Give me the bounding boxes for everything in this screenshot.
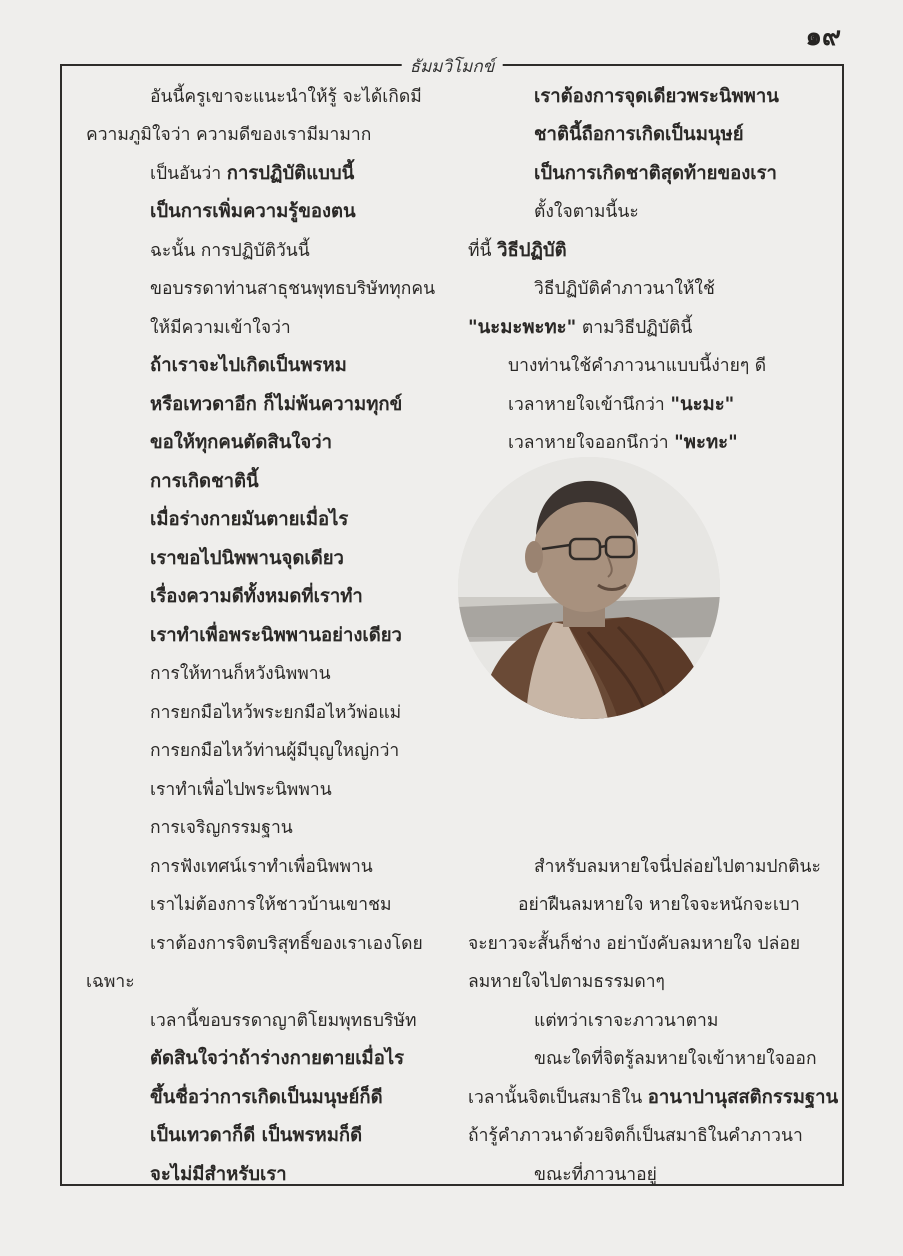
bold-phrase: "พะทะ" bbox=[674, 432, 738, 453]
monk-portrait-illustration bbox=[458, 457, 720, 719]
text-line bbox=[468, 240, 567, 262]
text-segment: เวลาหายใจเข้านึกว่า bbox=[508, 395, 671, 415]
text-line: การยกมือไหว้ท่านผู้มีบุญใหญ่กว่า bbox=[150, 741, 400, 761]
text-line: หรือเทวดาอีก ก็ไม่พ้นความทุกข์ bbox=[150, 394, 403, 415]
text-line: เราไม่ต้องการให้ชาวบ้านเขาชม bbox=[150, 895, 392, 915]
text-line: การให้ทานก็หวังนิพพาน bbox=[150, 664, 331, 684]
text-line: จะไม่มีสำหรับเรา bbox=[150, 1164, 287, 1185]
bold-phrase: การปฏิบัติแบบนี้ bbox=[226, 163, 355, 184]
text-segment: เวลานั้นจิตเป็นสมาธิใน bbox=[468, 1088, 648, 1108]
text-line: สำหรับลมหายใจนี่ปล่อยไปตามปกตินะ bbox=[534, 857, 821, 877]
text-line bbox=[508, 432, 738, 454]
text-line: จะยาวจะสั้นก็ช่าง อย่าบังคับลมหายใจ ปล่อย bbox=[468, 934, 801, 954]
text-line: การฟังเทศน์เราทำเพื่อนิพพาน bbox=[150, 857, 373, 877]
text-line: เราต้องการจุดเดียวพระนิพพาน bbox=[534, 86, 779, 107]
text-line: อันนี้ครูเขาจะแนะนำให้รู้ จะได้เกิดมี bbox=[150, 87, 422, 107]
bold-phrase: "นะมะ" bbox=[670, 394, 735, 415]
text-line: การเกิดชาตินี้ bbox=[150, 471, 259, 492]
text-line: เราทำเพื่อไปพระนิพพาน bbox=[150, 780, 332, 800]
text-line: ขึ้นชื่อว่าการเกิดเป็นมนุษย์ก็ดี bbox=[150, 1087, 383, 1108]
text-line: แต่ทว่าเราจะภาวนาตาม bbox=[534, 1011, 719, 1031]
text-line: เวลานี้ขอบรรดาญาติโยมพุทธบริษัท bbox=[150, 1011, 417, 1031]
monk-portrait-photo bbox=[458, 457, 720, 719]
text-line: ให้มีความเข้าใจว่า bbox=[150, 318, 291, 338]
text-line: เราทำเพื่อพระนิพพานอย่างเดียว bbox=[150, 625, 402, 646]
page-number: ๑๙ bbox=[805, 22, 841, 52]
text-line: เราขอไปนิพพานจุดเดียว bbox=[150, 548, 344, 569]
text-line: ขอบรรดาท่านสาธุชนพุทธบริษัททุกคน bbox=[150, 279, 436, 299]
bold-phrase: วิธีปฏิบัติ bbox=[497, 240, 567, 261]
text-line: ถ้ารู้คำภาวนาด้วยจิตก็เป็นสมาธิในคำภาวนา bbox=[468, 1126, 803, 1146]
text-line: ขณะใดที่จิตรู้ลมหายใจเข้าหายใจออก bbox=[534, 1049, 817, 1069]
text-line: เฉพาะ bbox=[86, 972, 135, 992]
text-line: อย่าฝืนลมหายใจ หายใจจะหนักจะเบา bbox=[518, 895, 800, 915]
text-line: ขอให้ทุกคนตัดสินใจว่า bbox=[150, 432, 333, 453]
text-line: ชาตินี้ถือการเกิดเป็นมนุษย์ bbox=[534, 124, 744, 145]
content-frame bbox=[60, 57, 844, 1186]
text-line bbox=[508, 394, 734, 416]
text-line: ตัดสินใจว่าถ้าร่างกายตายเมื่อไร bbox=[150, 1048, 405, 1069]
bold-phrase: อานาปานุสสติกรรมฐาน bbox=[647, 1087, 839, 1108]
text-segment: ตามวิธีปฏิบัตินี้ bbox=[576, 318, 693, 338]
text-line: ขณะที่ภาวนาอยู่ bbox=[534, 1165, 657, 1185]
text-line: ฉะนั้น การปฏิบัติวันนี้ bbox=[150, 241, 310, 261]
bold-phrase: "นะมะพะทะ" bbox=[468, 317, 577, 338]
text-line: ลมหายใจไปตามธรรมดาๆ bbox=[468, 972, 665, 992]
text-line bbox=[468, 317, 692, 339]
text-line: วิธีปฏิบัติคำภาวนาให้ใช้ bbox=[534, 279, 715, 299]
text-line: เราต้องการจิตบริสุทธิ์ของเราเองโดย bbox=[150, 934, 423, 954]
text-line: การยกมือไหว้พระยกมือไหว้พ่อแม่ bbox=[150, 703, 402, 723]
text-line: ถ้าเราจะไปเกิดเป็นพรหม bbox=[150, 355, 347, 376]
text-line: ตั้งใจตามนี้นะ bbox=[534, 202, 639, 222]
text-line: เป็นเทวดาก็ดี เป็นพรหมก็ดี bbox=[150, 1125, 363, 1146]
text-line: เรื่องความดีทั้งหมดที่เราทำ bbox=[150, 586, 363, 607]
text-segment: เวลาหายใจออกนึกว่า bbox=[508, 433, 675, 453]
text-segment: เป็นอันว่า bbox=[150, 164, 227, 184]
text-line: เป็นการเกิดชาติสุดท้ายของเรา bbox=[534, 163, 777, 184]
text-line: การเจริญกรรมฐาน bbox=[150, 818, 293, 838]
text-line: บางท่านใช้คำภาวนาแบบนี้ง่ายๆ ดี bbox=[508, 356, 767, 376]
running-header: ธัมมวิโมกข์ bbox=[402, 53, 503, 80]
text-line: เมื่อร่างกายมันตายเมื่อไร bbox=[150, 509, 349, 530]
text-line bbox=[150, 163, 354, 185]
text-line: เป็นการเพิ่มความรู้ของตน bbox=[150, 201, 356, 222]
text-line: ความภูมิใจว่า ความดีของเรามีมามาก bbox=[86, 125, 372, 145]
text-segment: ที่นี้ bbox=[468, 241, 498, 261]
text-line bbox=[468, 1087, 838, 1109]
